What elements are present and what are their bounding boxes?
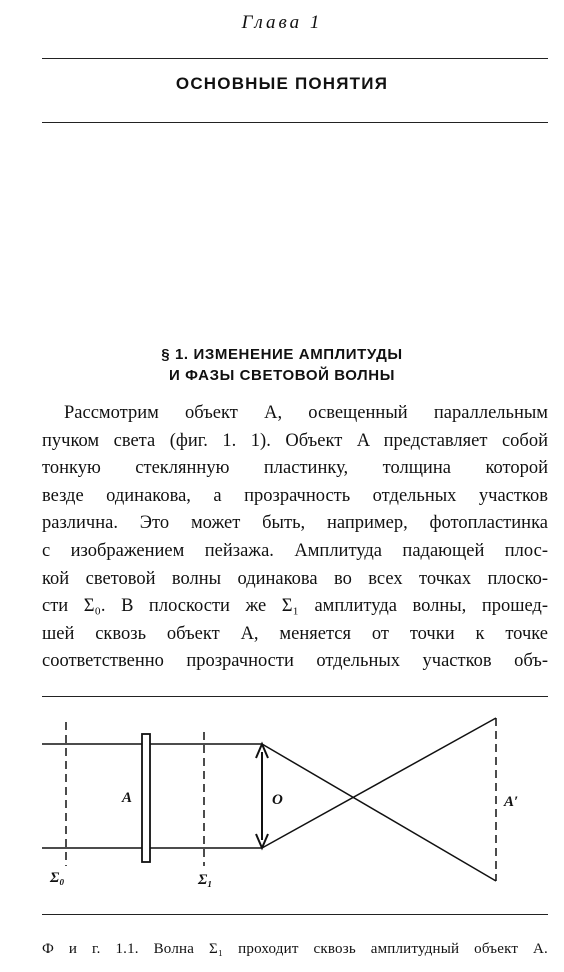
label-plane-sigma1: Σ₁ [198,872,213,888]
figure-top-rule [42,696,548,697]
title-rule [42,122,548,123]
crossing-ray-2 [262,718,496,848]
body-line: тонкую стеклянную пластинку, толщина которой [42,458,548,479]
body-line: соответственно прозрачности отдельных участков объ- [42,651,548,672]
chapter-heading: Глава 1 [241,12,323,33]
body-line: везде одинакова, а прозрачность отдельных участков [42,485,548,506]
top-rule [42,58,548,59]
label-plane-sigma0: Σ₀ [50,870,65,886]
label-image-a: A′ [504,794,519,810]
body-line: различна. Это может быть, например, фотопластинка [42,513,548,534]
body-line: пучком света (фиг. 1. 1). Объект A представляет собой [42,430,548,451]
object-a-plate [142,734,150,862]
section-heading-line-2: И ФАЗЫ СВЕТОВОЙ ВОЛНЫ [168,367,396,384]
figure-diagram [42,706,548,906]
body-line: шей сквозь объект A, меняется от точки к точке [42,623,548,644]
section-heading-line-1: § 1. ИЗМЕНЕНИЕ АМПЛИТУДЫ [161,346,403,363]
chapter-title: ОСНОВНЫЕ ПОНЯТИЯ [175,74,389,93]
body-line: сти Σ₀. В плоскости же Σ₁ амплитуда волны, прошед- [42,596,548,617]
label-lens-o: O [272,792,283,808]
body-paragraph [42,400,548,676]
body-line: Рассмотрим объект A, освещенный параллельным [64,403,548,423]
label-object-a: A [122,790,133,806]
body-line: кой световой волны одинакова во всех точках плоско- [42,568,548,589]
figure-bottom-rule [42,914,548,915]
figure-caption: Ф и г. 1.1. Волна Σ₁ проходит сквозь амплитудный объект A. [42,941,548,957]
body-line: с изображением пейзажа. Амплитуда падающей плос- [42,540,548,561]
crossing-ray-1 [262,744,496,881]
section-heading [0,344,564,386]
